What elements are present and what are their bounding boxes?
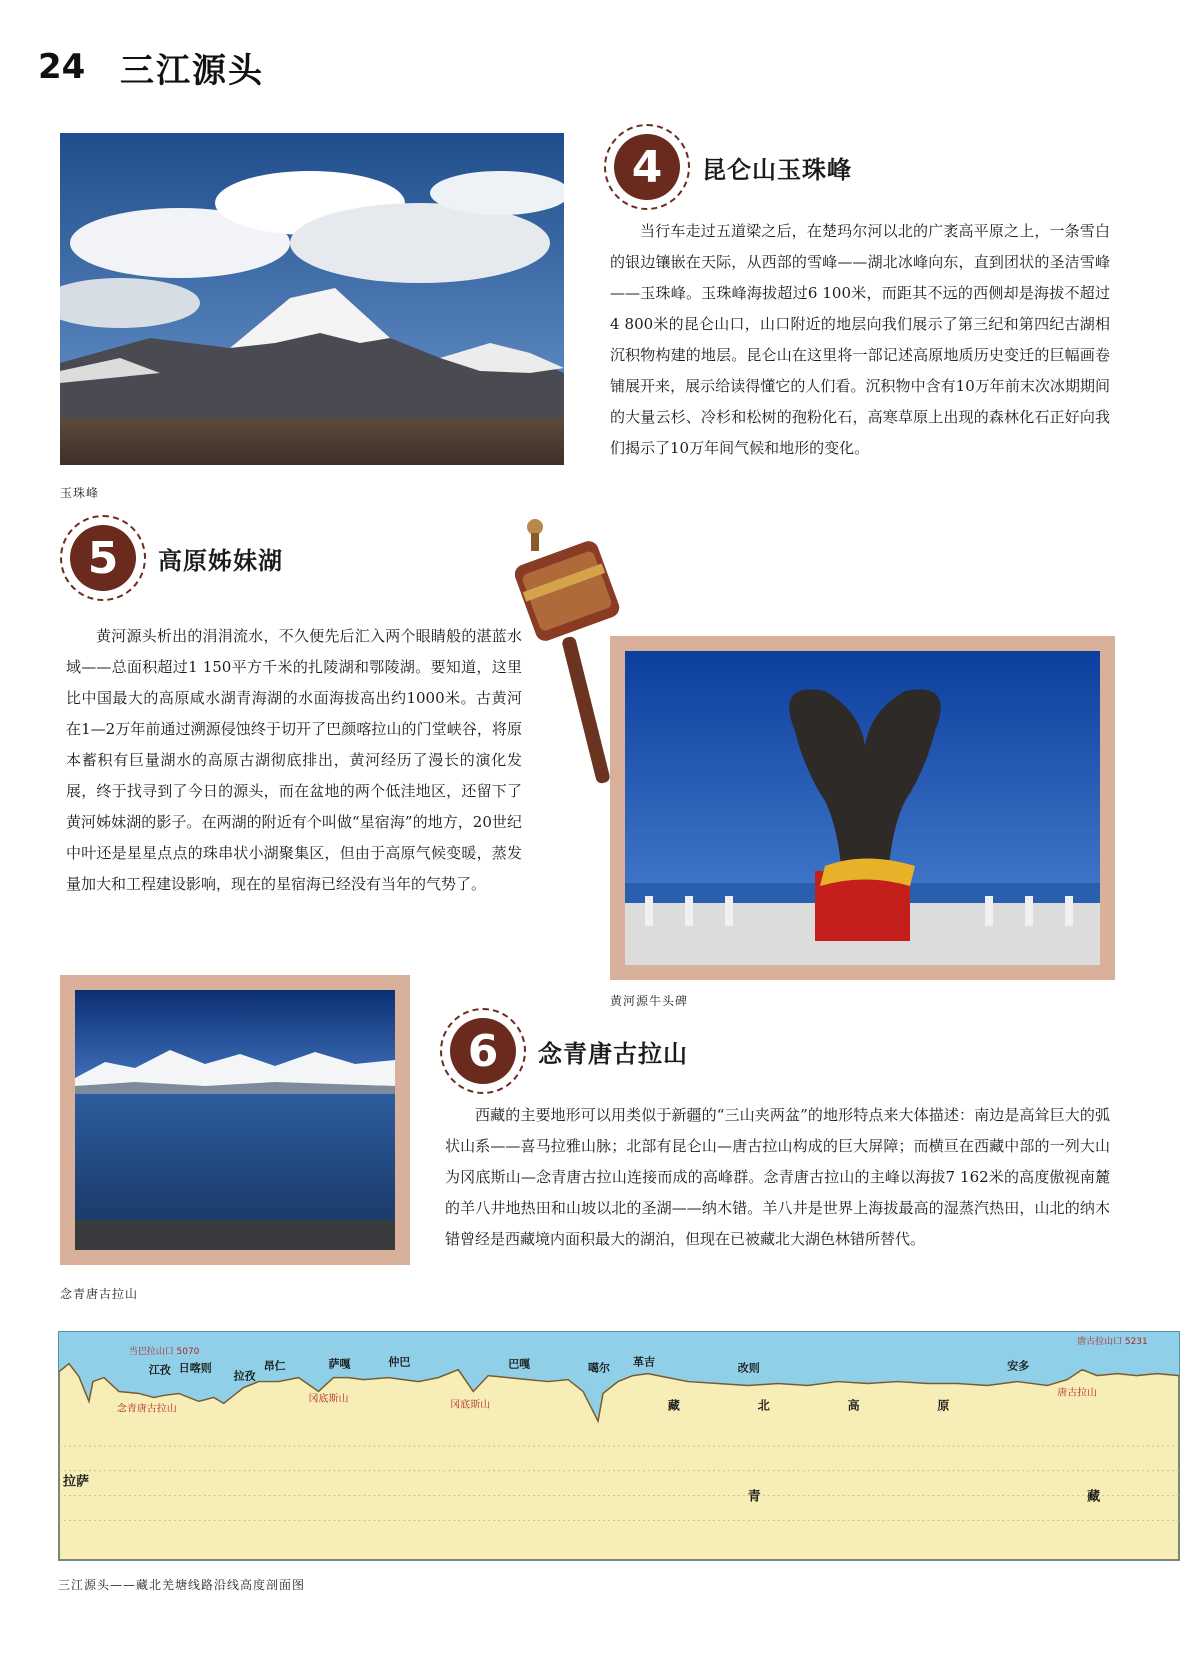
profile-bottom-label: 拉萨: [62, 1474, 89, 1490]
section-number-badge: [60, 515, 146, 601]
profile-top-label: 唐古拉山口 5231: [1077, 1336, 1148, 1347]
profile-plateau-label: 藏: [667, 1398, 680, 1413]
section-number: 6: [450, 1018, 516, 1084]
section-number: 4: [614, 134, 680, 200]
section4-heading: [604, 124, 852, 210]
page-header: [38, 42, 264, 92]
profile-town-label: 昂仁: [263, 1359, 286, 1373]
profile-town-label: 巴嘎: [508, 1357, 531, 1371]
nyenchen-tanglha-caption: 念青唐古拉山: [60, 1287, 139, 1301]
profile-town-label: 江孜: [148, 1363, 171, 1377]
profile-town-label: 噶尔: [588, 1361, 611, 1375]
page-number: 24: [38, 47, 86, 87]
yuzhu-peak-caption: 玉珠峰: [60, 486, 100, 500]
section-title: 昆仑山玉珠峰: [702, 155, 852, 184]
profile-mountain-label: 冈底斯山: [308, 1393, 349, 1405]
profile-town-label: 萨嘎: [328, 1357, 351, 1371]
elevation-profile-caption: 三江源头——藏北羌塘线路沿线高度剖面图: [58, 1578, 306, 1592]
profile-mountain-label: 念青唐古拉山: [116, 1403, 177, 1415]
profile-mountain-label: 唐古拉山: [1057, 1387, 1098, 1399]
profile-town-label: 改则: [737, 1361, 760, 1375]
profile-town-label: 仲巴: [388, 1355, 411, 1369]
yak-head-stele-photo: [610, 636, 1115, 980]
profile-town-label: 拉孜: [233, 1369, 256, 1383]
profile-bottom-label: 青: [747, 1489, 761, 1505]
section4-paragraph: 当行车走过五道梁之后，在楚玛尔河以北的广袤高平原之上，一条雪白的银边镶嵌在天际，从西部的雪峰——湖北冰峰向东，直到团状的圣洁雪峰——玉珠峰。玉珠峰海拔超过6 100米，而距其不远的西侧却是海拔不超过4 800米的昆仑山口，山口附近的地层向我们展示了第三纪和第四纪古湖相沉积物构建的地层。昆仑山在这里将一部记述高原地质历史变迁的巨幅画卷铺展开来，展示给读得懂它的人们看。沉积物中含有10万年前末次冰期期间的大量云杉、冷杉和松树的孢粉化石，高寒草原上出现的森林化石正好向我们揭示了10万年间气候和地形的变化。: [610, 222, 1110, 457]
yak-head-stele-caption: 黄河源牛头碑: [610, 994, 689, 1008]
section-number-badge: [440, 1008, 526, 1094]
section6-paragraph: 西藏的主要地形可以用类似于新疆的“三山夹两盆”的地形特点来大体描述：南边是高耸巨大的弧状山系——喜马拉雅山脉；北部有昆仑山—唐古拉山构成的巨大屏障；而横亘在西藏中部的一列大山为冈底斯山—念青唐古拉山连接而成的高峰群。念青唐古拉山的主峰以海拔7 162米的高度傲视南麓的羊八井地热田和山坡以北的圣湖——纳木错。羊八井是世界上海拔最高的湿蒸汽热田，山北的纳木错曾经是西藏境内面积最大的湖泊，但现在已被藏北大湖色林错所替代。: [445, 1106, 1110, 1248]
section-title: 念青唐古拉山: [538, 1039, 688, 1068]
profile-town-label: 革吉: [632, 1355, 655, 1369]
section-number-badge: [604, 124, 690, 210]
elevation-profile-diagram: [58, 1331, 1180, 1561]
profile-plateau-label: 高: [847, 1398, 860, 1413]
profile-town-label: 日喀则: [178, 1361, 212, 1375]
prayer-wheel-illustration: [515, 515, 625, 795]
profile-plateau-label: 原: [937, 1398, 950, 1413]
profile-bottom-label: 藏: [1087, 1489, 1101, 1505]
section5-paragraph: 黄河源头析出的涓涓流水，不久便先后汇入两个眼睛般的湛蓝水域——总面积超过1 150平方千米的扎陵湖和鄂陵湖。要知道，这里比中国最大的高原咸水湖青海湖的水面海拔高出约1000米。古黄河在1—2万年前通过溯源侵蚀终于切开了巴颜喀拉山的门堂峡谷，将原本蓄积有巨量湖水的高原古湖彻底排出，黄河经历了漫长的演化发展，终于找寻到了今日的源头，而在盆地的两个低洼地区，还留下了黄河姊妹湖的影子。在两湖的附近有个叫做“星宿海”的地方，20世纪中叶还是星星点点的珠串状小湖聚集区，但由于高原气候变暖，蒸发量加大和工程建设影响，现在的星宿海已经没有当年的气势了。: [66, 627, 522, 893]
profile-plateau-label: 北: [757, 1398, 770, 1413]
profile-town-label: 安多: [1007, 1359, 1030, 1373]
section-title: 高原姊妹湖: [158, 546, 283, 575]
section6-heading: [440, 1008, 688, 1094]
profile-mountain-label: 冈底斯山: [450, 1399, 491, 1411]
page-title: 三江源头: [120, 50, 264, 91]
yuzhu-peak-photo: [60, 133, 564, 465]
section5-heading: [60, 515, 283, 601]
section-number: 5: [70, 525, 136, 591]
profile-top-label: 当巴拉山口 5070: [128, 1346, 200, 1357]
nyenchen-tanglha-photo: [60, 975, 410, 1265]
